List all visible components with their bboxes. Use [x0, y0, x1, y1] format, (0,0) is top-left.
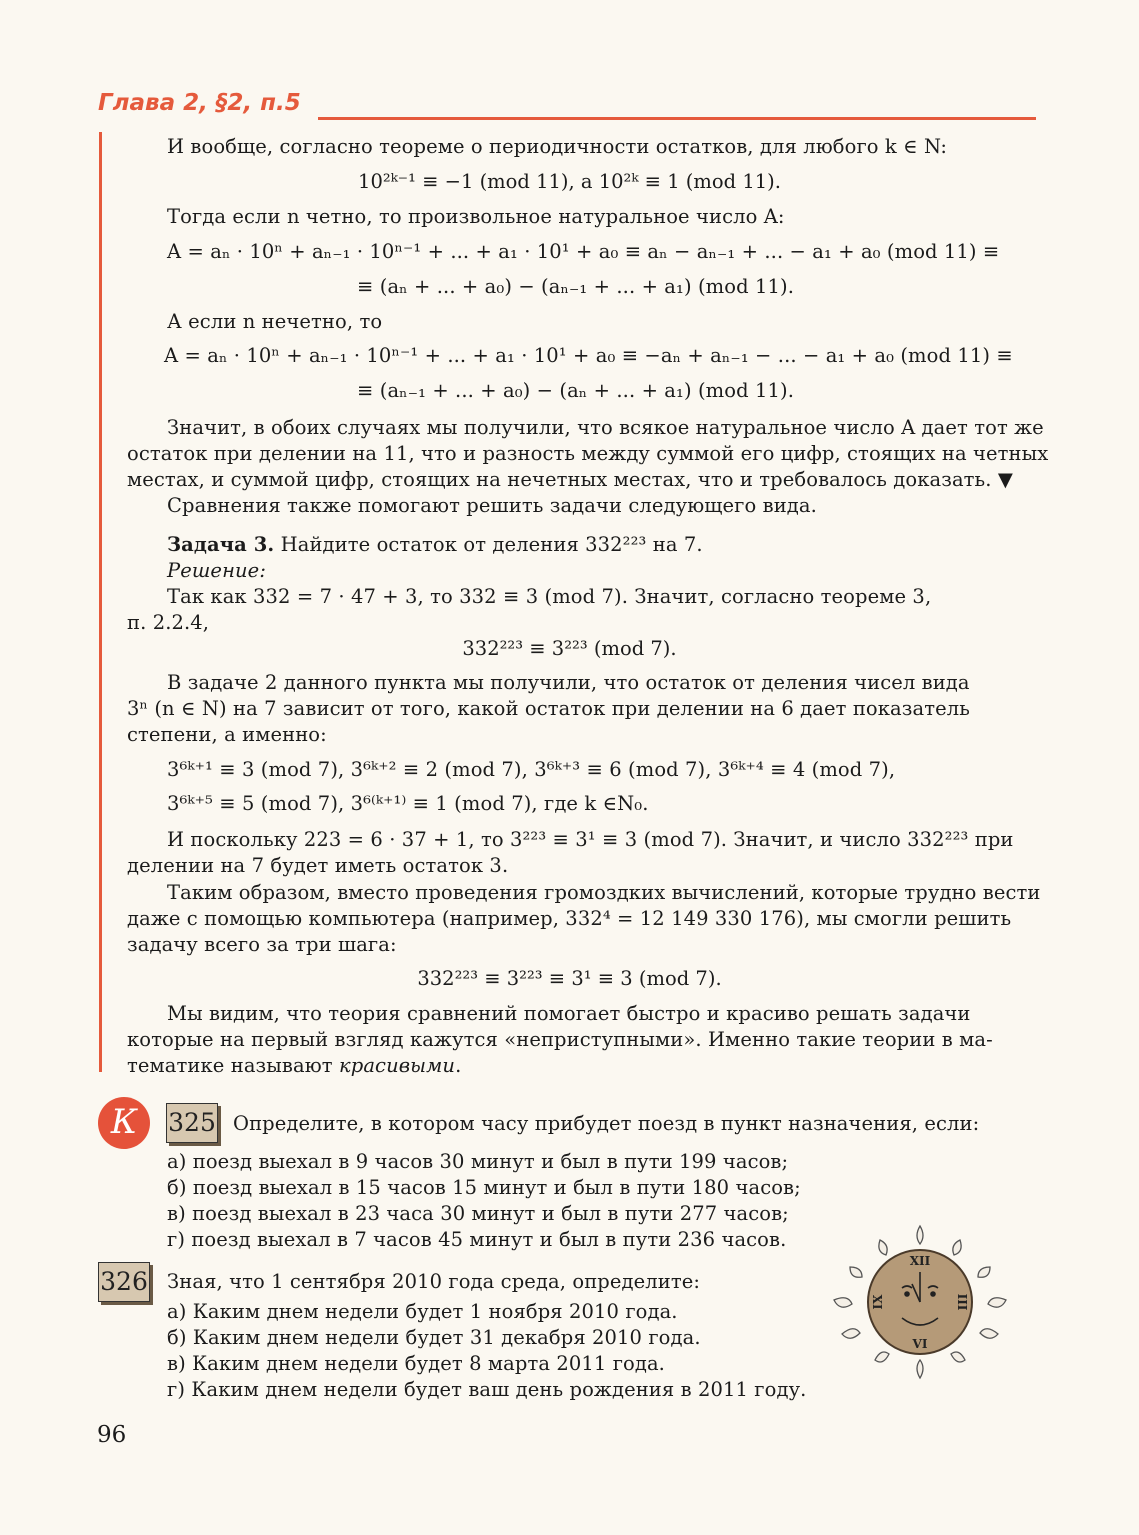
text-line: остаток при делении на 11, что и разность между суммой его цифр, стоящих на четных: [127, 442, 1049, 465]
header-rule: [318, 117, 1036, 120]
problem-326-question: Зная, что 1 сентября 2010 года среда, определите:: [167, 1270, 701, 1293]
text-line: делении на 7 будет иметь остаток 3.: [127, 854, 509, 877]
closing-line: [127, 1054, 461, 1077]
task3-heading: [167, 533, 703, 556]
task3-label: Задача 3.: [167, 533, 275, 556]
text-line: Так как 332 = 7 · 47 + 3, то 332 ≡ 3 (mod 7). Значит, согласно теореме 3,: [167, 585, 932, 608]
problem-326-item: а) Каким днем недели будет 1 ноября 2010 года.: [167, 1300, 678, 1323]
numeral-vi: VI: [912, 1337, 928, 1351]
problem-325-item: в) поезд выехал в 23 часа 30 минут и был в пути 277 часов;: [167, 1202, 789, 1225]
text-line: степени, а именно:: [127, 723, 327, 746]
closing-prefix: тематике называют: [127, 1054, 333, 1077]
text-line: Таким образом, вместо проведения громоздких вычислений, которые трудно вести: [167, 881, 1041, 904]
formula-line: 332²²³ ≡ 3²²³ ≡ 3¹ ≡ 3 (mod 7).: [417, 967, 722, 990]
text-line: которые на первый взгляд кажутся «неприступными». Именно такие теории в ма-: [127, 1028, 993, 1051]
numeral-xii: XII: [909, 1254, 931, 1268]
formula-line: ≡ (aₙ + ... + a₀) − (aₙ₋₁ + ... + a₁) (mod 11).: [357, 275, 794, 298]
problem-325-item: г) поезд выехал в 7 часов 45 минут и был в пути 236 часов.: [167, 1228, 787, 1251]
problem-326-item: б) Каким днем недели будет 31 декабря 2010 года.: [167, 1326, 701, 1349]
problem-326-item: в) Каким днем недели будет 8 марта 2011 года.: [167, 1352, 665, 1375]
text-line: Сравнения также помогают решить задачи следующего вида.: [167, 494, 817, 517]
task3-text: Найдите остаток от деления 332²²³ на 7.: [280, 533, 703, 556]
text-line: 3ⁿ (n ∈ N) на 7 зависит от того, какой остаток при делении на 6 дает показатель: [127, 697, 970, 720]
problem-325-question: Определите, в котором часу прибудет поезд в пункт назначения, если:: [233, 1112, 980, 1135]
text-line: п. 2.2.4,: [127, 611, 210, 634]
problem-326-number: 326: [98, 1262, 150, 1302]
text-line: И поскольку 223 = 6 · 37 + 1, то 3²²³ ≡ 3¹ ≡ 3 (mod 7). Значит, и число 332²²³ при: [167, 828, 1014, 851]
text-line: Тогда если n четно, то произвольное натуральное число A:: [167, 205, 785, 228]
text-line: Значит, в обоих случаях мы получили, что всякое натуральное число A дает тот же: [167, 416, 1044, 439]
problem-325-item: а) поезд выехал в 9 часов 30 минут и был в пути 199 часов;: [167, 1150, 789, 1173]
closing-emph: красивыми: [339, 1054, 456, 1077]
k-badge-icon: К: [98, 1097, 150, 1149]
page-number: 96: [97, 1422, 127, 1448]
text-line: даже с помощью компьютера (например, 332⁴ = 12 149 330 176), мы смогли решить: [127, 907, 1012, 930]
closing-suffix: .: [455, 1054, 462, 1077]
problem-325-number: 325: [166, 1103, 218, 1143]
formula-line: 332²²³ ≡ 3²²³ (mod 7).: [462, 637, 677, 660]
text-line: В задаче 2 данного пункта мы получили, что остаток от деления чисел вида: [167, 671, 970, 694]
text-line: задачу всего за три шага:: [127, 933, 397, 956]
text-line: местах, и суммой цифр, стоящих на нечетных местах, что и требовалось доказать. ▼: [127, 468, 1013, 491]
numeral-iii: III: [955, 1293, 969, 1311]
problem-326-item: г) Каким днем недели будет ваш день рождения в 2011 году.: [167, 1378, 807, 1401]
formula-line: 3⁶ᵏ⁺¹ ≡ 3 (mod 7), 3⁶ᵏ⁺² ≡ 2 (mod 7), 3⁶ᵏ⁺³ ≡ 6 (mod 7), 3⁶ᵏ⁺⁴ ≡ 4 (mod 7),: [167, 758, 896, 781]
text-line: А если n нечетно, то: [167, 310, 383, 333]
text-line: И вообще, согласно теореме о периодичности остатков, для любого k ∈ N:: [167, 135, 948, 158]
problem-325-item: б) поезд выехал в 15 часов 15 минут и был в пути 180 часов;: [167, 1176, 801, 1199]
margin-rule: [99, 132, 102, 1072]
chapter-header: Глава 2, §2, п.5: [98, 90, 301, 116]
sun-clock-illustration: [820, 1222, 1020, 1382]
text-line: Мы видим, что теория сравнений помогает быстро и красиво решать задачи: [167, 1002, 971, 1025]
formula-line: A = aₙ · 10ⁿ + aₙ₋₁ · 10ⁿ⁻¹ + ... + a₁ · 10¹ + a₀ ≡ −aₙ + aₙ₋₁ − ... − a₁ + a₀ (mod 11) ≡: [164, 344, 1013, 367]
formula-line: 10²ᵏ⁻¹ ≡ −1 (mod 11), а 10²ᵏ ≡ 1 (mod 11).: [358, 170, 781, 193]
formula-line: 3⁶ᵏ⁺⁵ ≡ 5 (mod 7), 3⁶⁽ᵏ⁺¹⁾ ≡ 1 (mod 7), где k ∈N₀.: [167, 792, 649, 815]
formula-line: A = aₙ · 10ⁿ + aₙ₋₁ · 10ⁿ⁻¹ + ... + a₁ · 10¹ + a₀ ≡ aₙ − aₙ₋₁ + ... − a₁ + a₀ (mod 11) ≡: [167, 240, 1000, 263]
solution-label: Решение:: [167, 559, 266, 582]
formula-line: ≡ (aₙ₋₁ + ... + a₀) − (aₙ + ... + a₁) (mod 11).: [357, 379, 794, 402]
numeral-ix: IX: [871, 1294, 885, 1310]
